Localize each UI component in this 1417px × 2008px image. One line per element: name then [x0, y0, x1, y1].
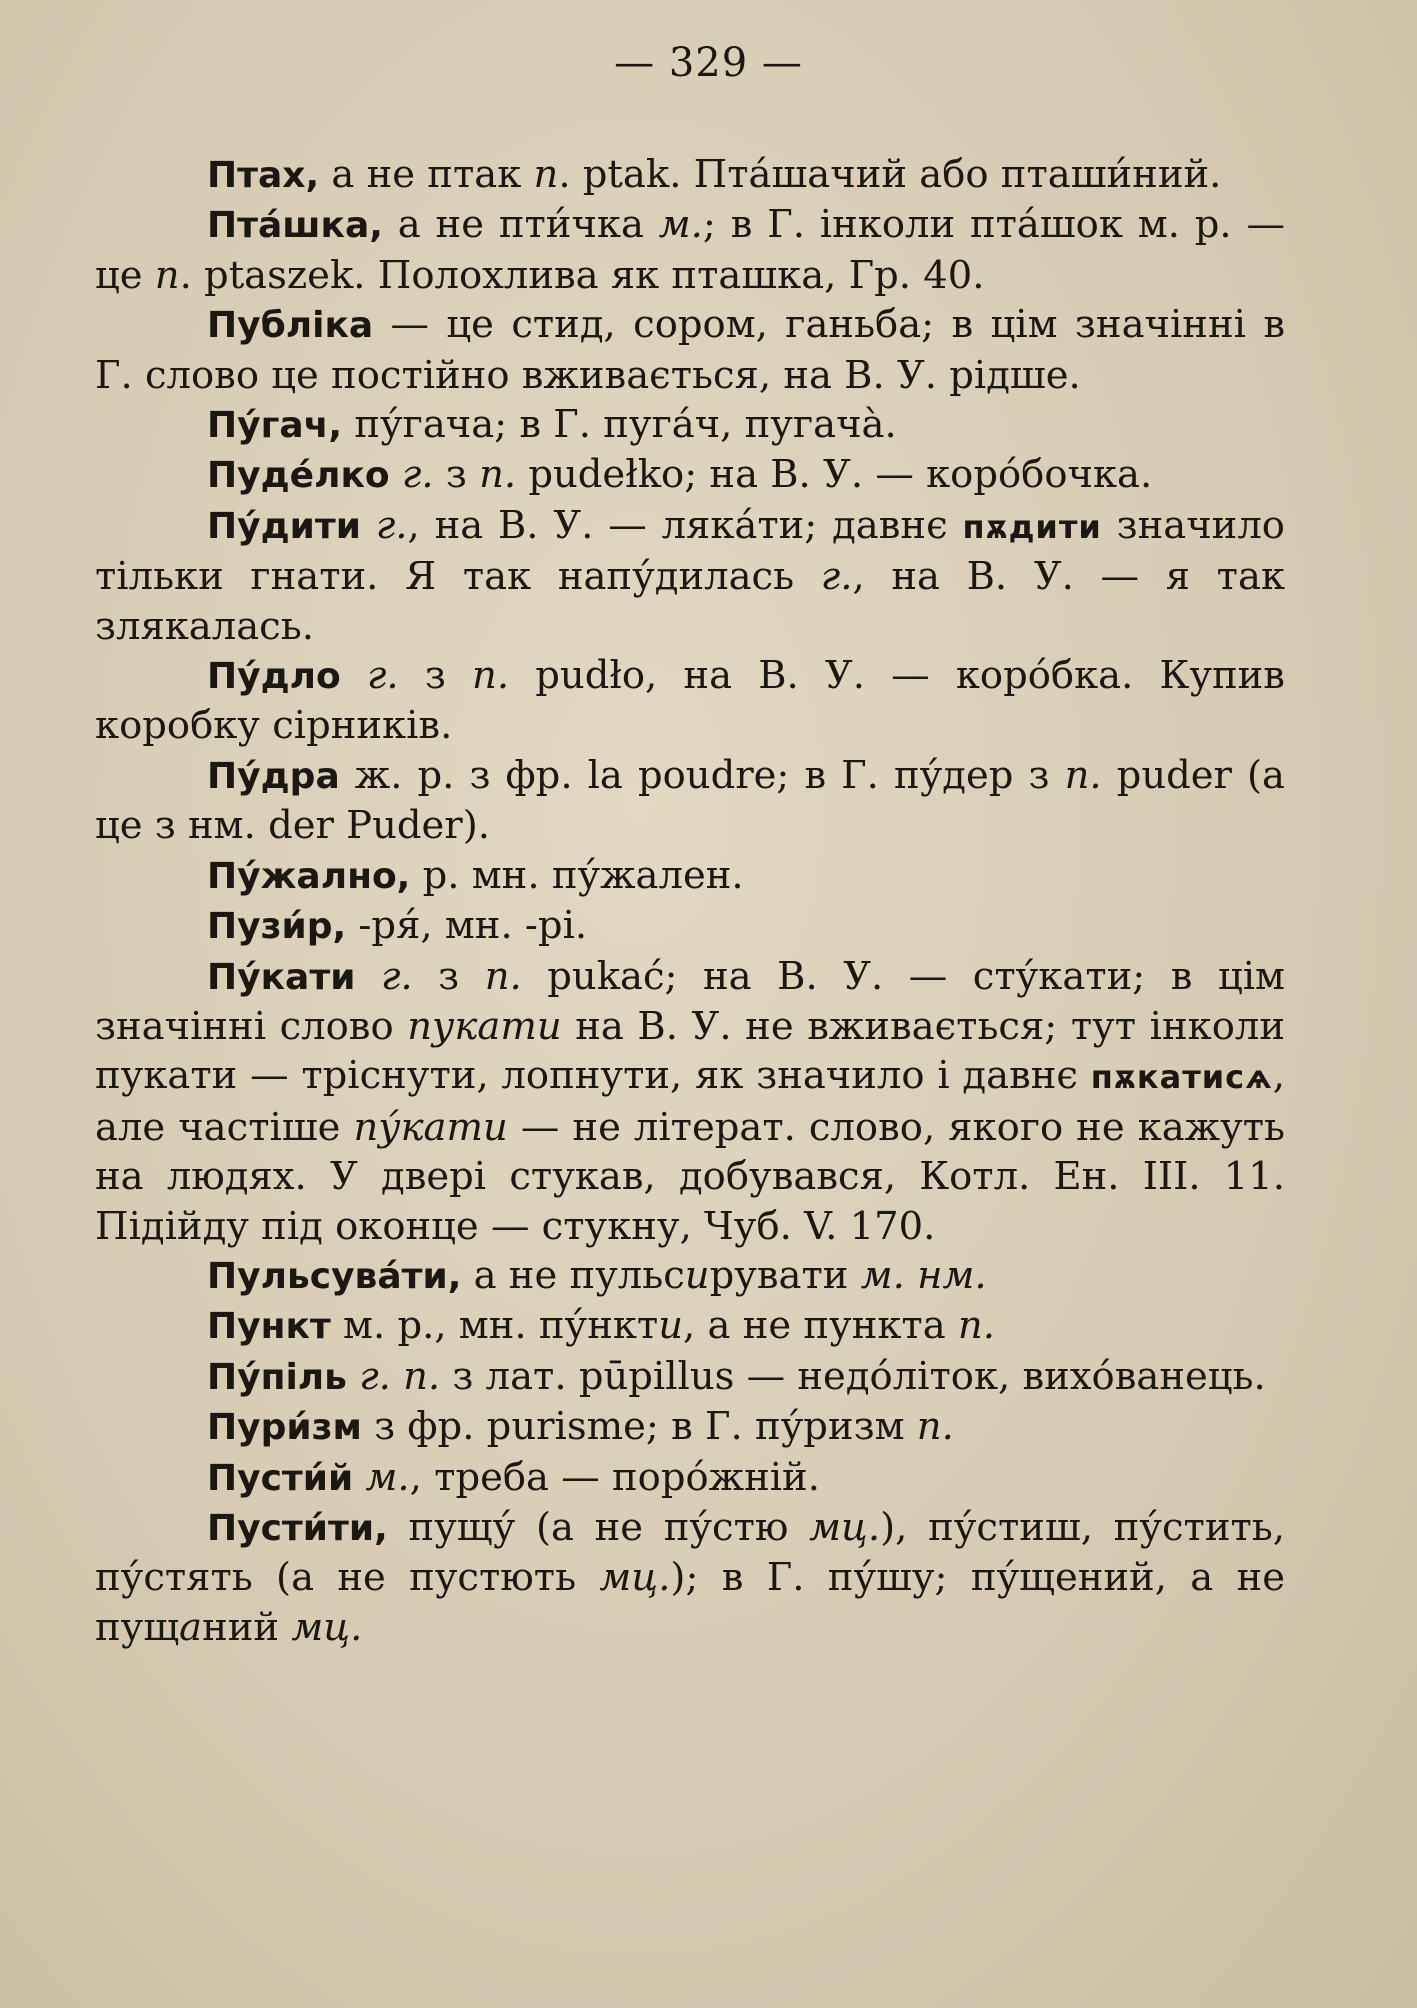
- entry-text: а не птак п. ptak. Пта́шачий або пташи́ний.: [319, 152, 1222, 197]
- entry-text: м., треба — поро́жній.: [365, 1454, 820, 1500]
- entry-text: г. з п. pudło, на В. У. — коро́бка. Купив коробку сірників.: [95, 653, 1285, 749]
- dictionary-entry: [95, 651, 1285, 751]
- dictionary-entry: [95, 1251, 1285, 1301]
- entry-headword: Пу́дло: [207, 656, 341, 698]
- entry-text: пущу́ (а не пу́стю мц.), пу́стиш, пу́стить, пу́стять (а не пустють мц.); в Г. пу́шу; пу́щений, а не пущаний мц.: [95, 1504, 1285, 1650]
- entry-text: г. з п. pudełko; на В. У. — коро́бочка.: [401, 452, 1153, 498]
- dictionary-entry: [95, 1402, 1285, 1452]
- entry-headword: Пузи́р,: [207, 906, 347, 948]
- dictionary-entry: [95, 1503, 1285, 1652]
- entry-text: м. р., мн. пу́нкти, а не пункта п.: [330, 1303, 995, 1349]
- entry-text: г., на В. У. — ляка́ти; давнє пѫдити значило тільки гнати. Я так напу́дилась г., на В. У. — я так злякалась.: [95, 502, 1286, 649]
- dictionary-entry: [95, 300, 1285, 400]
- dictionary-entry: [95, 751, 1285, 851]
- entry-text: р. мн. пу́жален.: [410, 852, 744, 898]
- dictionary-entry: [95, 952, 1285, 1251]
- entry-headword: Птах,: [207, 155, 320, 196]
- entry-text: пу́гача; в Г. пуга́ч, пугача̀.: [342, 402, 897, 448]
- entry-text: — це стид, сором, ганьба; в цім значінні в Г. слово це постійно вживається, на В. У. рідше.: [95, 302, 1285, 398]
- entry-headword: Пункт: [207, 1306, 331, 1348]
- entry-text: з фр. purisme; в Г. пу́ризм п.: [361, 1404, 954, 1450]
- dictionary-entry: [95, 200, 1285, 300]
- entry-headword: Пу́гач,: [207, 405, 343, 447]
- dictionary-entry: [95, 501, 1285, 651]
- dictionary-entry: [95, 450, 1285, 500]
- entry-headword: Пта́шка,: [207, 205, 383, 247]
- entry-headword: Пу́дра: [207, 755, 340, 797]
- dictionary-entry: [95, 400, 1285, 450]
- page-number: — 329 —: [614, 40, 803, 86]
- dictionary-entry: [95, 150, 1285, 200]
- dictionary-entry: [95, 1352, 1285, 1402]
- entry-headword: Пу́кати: [207, 956, 356, 998]
- entry-headword: Публіка: [207, 305, 374, 347]
- dictionary-entry: [95, 1453, 1285, 1503]
- entry-headword: Пу́дити: [207, 505, 361, 547]
- entry-headword: Пу́піль: [207, 1356, 347, 1398]
- entry-text: г. п. з лат. pūpillus — недо́літок, вихо́ванець.: [359, 1353, 1266, 1399]
- entry-headword: Пусти́ти,: [207, 1507, 388, 1549]
- entry-text: -ря́, мн. -рі.: [346, 903, 588, 949]
- entry-text: ж. р. з фр. la poudre; в Г. пу́дер з п. puder (а це з нм. der Puder).: [95, 752, 1285, 849]
- entry-headword: Пульсува́ти,: [207, 1255, 462, 1297]
- entry-headword: Пури́зм: [207, 1407, 362, 1449]
- entry-headword: Пуде́лко: [207, 455, 390, 497]
- entry-text: г. з п. pukać; на В. У. — сту́кати; в цім значінні слово пукати на В. У. не вживається; тут інколи пукати — тріснути, лопнути, як значило і давнє пѫкатисѧ, але частіше пу́кати — не літерат. слово, якого не кажуть на людях. У двері стукав, добувався, Котл. Ен. III. 11. Підійду під оконце — стукну, Чуб. V. 170.: [95, 953, 1285, 1249]
- entry-headword: Пу́жално,: [207, 855, 411, 897]
- dictionary-entry: [95, 851, 1285, 901]
- dictionary-entry: [95, 1301, 1285, 1351]
- entry-text: а не пульсирувати м. нм.: [461, 1252, 987, 1298]
- dictionary-entry: [95, 901, 1285, 951]
- dictionary-entries: [95, 150, 1285, 1652]
- entry-text: а не пти́чка м.; в Г. інколи пта́шок м. р. — це п. ptaszek. Полохлива як пташка, Гр. 40.: [95, 202, 1285, 298]
- entry-headword: Пусти́й: [207, 1457, 354, 1499]
